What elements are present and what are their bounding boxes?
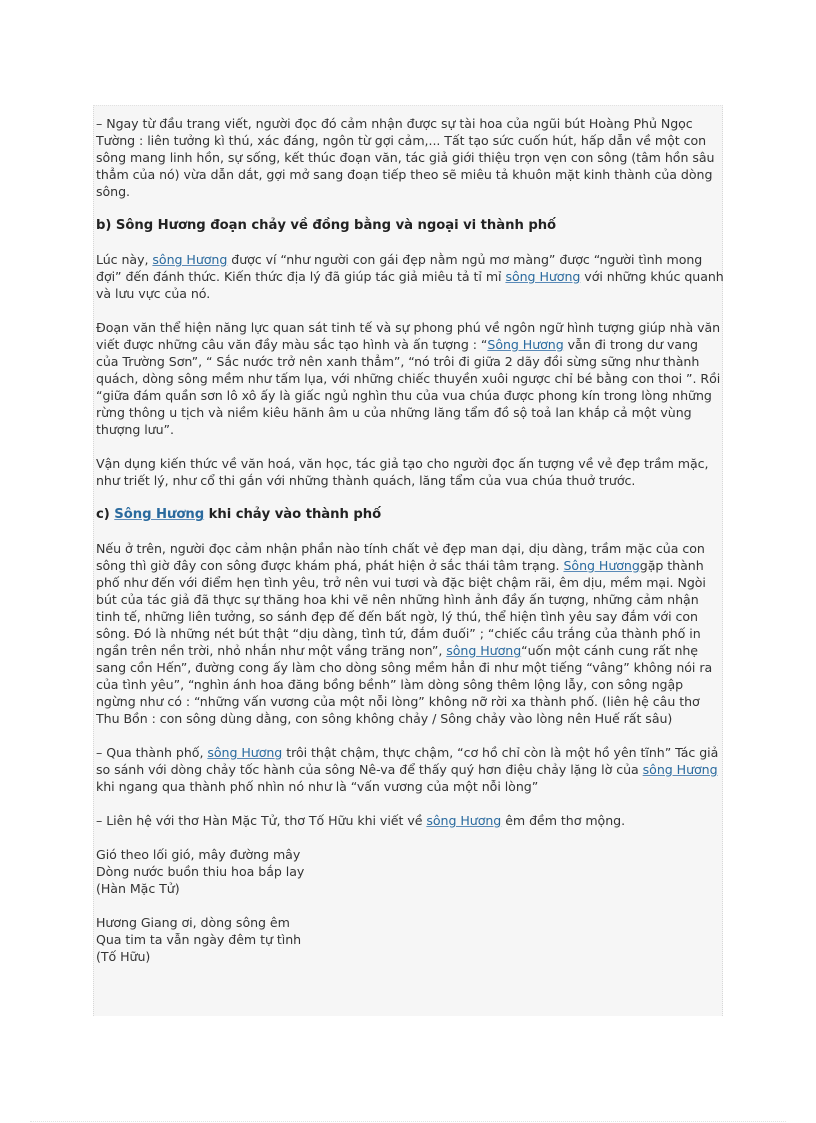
poem-line: Dòng nước buồn thiu hoa bắp lay (96, 864, 305, 879)
poem-line: Qua tim ta vẫn ngày đêm tự tình (96, 932, 302, 947)
text-run: Đoạn văn thể hiện năng lực quan sát tinh tế và sự phong phú về ngôn ngữ hình tượng giúp nhà văn viết được những câu văn đầy màu sắc tạo hình và ấn tượng : “ (96, 320, 721, 352)
text-run: Lúc này, (96, 252, 153, 267)
article-body (96, 115, 724, 982)
section-b-heading: b) Sông Hương đoạn chảy về đồng bằng và ngoại vi thành phố (96, 218, 557, 233)
paragraph-culture: Vận dụng kiến thức về văn hoá, văn học, tác giả tạo cho người đọc ấn tượng về vẻ đẹp trầm mặc, như triết lý, như cổ thi gắn với những thành quách, lăng tẩm của vua chúa thuở trước. (96, 456, 709, 488)
text-run: – Qua thành phố, (96, 745, 208, 760)
text-run: vẫn đi trong dư vang của Trường Sơn”, “ Sắc nước trở nên xanh thẳm”, “nó trôi đi giữa 2 dãy đồi sừng sững như thành quách, dòng sông mềm như tấm lụa, với những chiếc thuyền xuôi ngược chỉ bé bằng con thoi ”. Rồi “giữa đám quần sơn lô xô ấy là giấc ngủ nghìn thu của vua chúa được phong kín trong lòng những rừng thông u tịch và niềm kiêu hãnh âm u của những lăng tẩm đồ sộ toả lan khắp cả một vùng thượng lưu”. (96, 337, 721, 437)
heading-prefix: c) (96, 507, 115, 522)
text-run: – Liên hệ với thơ Hàn Mặc Tử, thơ Tố Hữu khi viết về (96, 813, 427, 828)
text-run: gặp thành phố như đến với điểm hẹn tình yêu, trở nên vui tươi và đặc biệt chậm rãi, êm dịu, mềm mại. Ngòi bút của tác giả đã thực sự thăng hoa khi vẽ nên những hình ảnh đầy ấn tượng, những cảm nhận tinh tế, những liên tưởng, so sánh đẹp đế đến bất ngờ, lý thú, thể hiện tình yêu say đắm với con sông. Đó là những nét bút thật “dịu dàng, tình tứ, đắm đuối” ; “chiếc cầu trắng của thành phố in ngần trên nền trời, nhỏ nhắn như một vầng trăng non”, (96, 558, 706, 658)
text-run: với những khúc quanh và lưu vực của nó. (96, 269, 724, 301)
text-run: được ví “như người con gái đẹp nằm ngủ mơ màng” được “người tình mong đợi” đến đánh thức. Kiến thức địa lý đã giúp tác giả miêu tả tỉ mỉ (96, 252, 703, 284)
paragraph-city (96, 540, 724, 727)
poem-author: (Tố Hữu) (96, 949, 151, 964)
poem-han-mac-tu (96, 846, 724, 897)
paragraph-poetry (96, 812, 724, 829)
poem-to-huu (96, 914, 724, 965)
heading-suffix: khi chảy vào thành phố (204, 507, 382, 522)
paragraph-observation (96, 319, 724, 438)
song-huong-link[interactable]: sông Hương (642, 762, 718, 777)
song-huong-link[interactable]: sông Hương (426, 813, 502, 828)
poem-line: Gió theo lối gió, mây đường mây (96, 847, 301, 862)
song-huong-link[interactable]: Sông Hương (563, 558, 640, 573)
text-run: “uốn một cánh cung rất nhẹ sang cồn Hến”, đường cong ấy làm cho dòng sông mềm hẳn đi như một tiếng “vâng” không nói ra của tình yêu”, “nghìn ánh hoa đăng bồng bềnh” làm dòng sông thêm lộng lẫy, con sông ngập ngừng như có : “những vấn vương của một nỗi lòng” không nỡ rời xa thành phố. (liên hệ câu thơ Thu Bồn : con sông dùng dằng, con sông không chảy / Sông chảy vào lòng nên Huế rất sâu) (96, 643, 713, 726)
text-run: êm đềm thơ mộng. (501, 813, 626, 828)
section-c-heading (96, 506, 724, 523)
text-run: trôi thật chậm, thực chậm, “cơ hồ chỉ còn là một hồ yên tĩnh” Tác giả so sánh với dòng chảy tốc hành của sông Nê-va để thấy quý hơn điệu chảy lặng lờ của (96, 745, 719, 777)
poem-author: (Hàn Mặc Tử) (96, 881, 180, 896)
text-run: Nếu ở trên, người đọc cảm nhận phần nào tính chất vẻ đẹp man dại, dịu dàng, trầm mặc của con sông thì giờ đây con sông được khám phá, phát hiện ở sắc thái tâm trạng. (96, 541, 705, 573)
song-huong-link[interactable]: Sông Hương (487, 337, 564, 352)
poem-line: Hương Giang ơi, dòng sông êm (96, 915, 290, 930)
page-bottom-divider (30, 1121, 786, 1122)
song-huong-link[interactable]: sông Hương (152, 252, 228, 267)
song-huong-link[interactable]: sông Hương (505, 269, 581, 284)
song-huong-link[interactable]: Sông Hương (114, 507, 205, 522)
song-huong-link[interactable]: sông Hương (446, 643, 522, 658)
paragraph-lowland (96, 251, 724, 302)
song-huong-link[interactable]: sông Hương (207, 745, 283, 760)
paragraph-slow-flow (96, 744, 724, 795)
text-run: khi ngang qua thành phố nhìn nó như là “vấn vương của một nỗi lòng” (96, 779, 539, 794)
intro-paragraph: – Ngay từ đầu trang viết, người đọc đó cảm nhận được sự tài hoa của ngũi bút Hoàng Phủ Ngọc Tường : liên tưởng kì thú, xác đáng, ngôn từ gợi cảm,... Tất tạo sức cuốn hút, hấp dẫn về một con sông mang linh hồn, sự sống, kết thúc đoạn văn, tác giả giới thiệu trọn vẹn con sông (tâm hồn sâu thẳm của nó) vừa dẫn dắt, gợi mở sang đoạn tiếp theo sẽ miêu tả khuôn mặt kinh thành của dòng sông. (96, 116, 715, 199)
